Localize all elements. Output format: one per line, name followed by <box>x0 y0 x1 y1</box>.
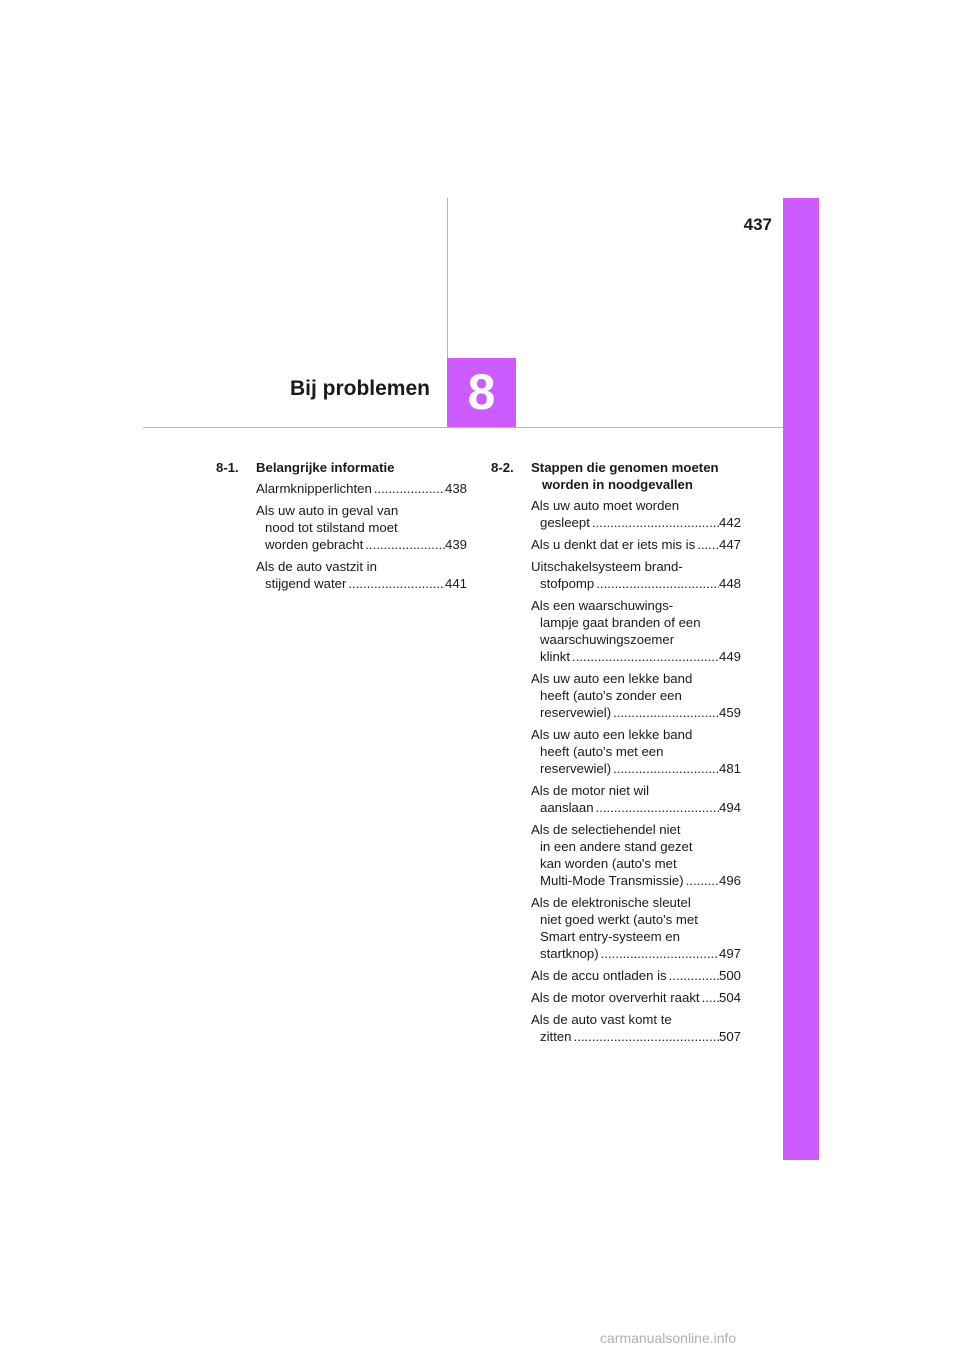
toc-entry-text: Als uw auto een lekke band <box>531 727 693 742</box>
toc-entry-last-line <box>531 575 741 592</box>
toc-leader-dots <box>700 989 719 1006</box>
toc-entry-text: niet goed werkt (auto's met <box>540 912 698 927</box>
toc-entry[interactable] <box>531 894 741 962</box>
toc-entry-page: 504 <box>718 990 741 1005</box>
toc-leader-dots <box>346 575 445 592</box>
toc-entry-text: nood tot stilstand moet <box>265 520 398 535</box>
toc-leader-dots <box>570 648 719 665</box>
toc-leader-dots <box>667 967 719 984</box>
toc-entry[interactable] <box>531 1011 741 1045</box>
toc-entry-page: 481 <box>718 761 741 776</box>
footer-watermark: carmanualsonline.info <box>600 1330 737 1346</box>
toc-entry-last-line <box>531 648 741 665</box>
toc-entry-text: waarschuwingszoemer <box>540 632 675 647</box>
toc-entry-text: worden gebracht <box>265 537 364 552</box>
toc-entry-page: 447 <box>718 537 741 552</box>
toc-entry-page: 496 <box>718 873 741 888</box>
toc-entry-text: Als de accu ontladen is <box>531 968 667 983</box>
toc-entry-page: 500 <box>718 968 741 983</box>
page-number: 437 <box>743 215 772 234</box>
chapter-vertical-rule <box>447 198 448 358</box>
toc-entry-text: Smart entry-systeem en <box>540 929 680 944</box>
toc-entry-text: Als de elektronische sleutel <box>531 895 691 910</box>
toc-column-right <box>491 459 741 1045</box>
toc-entry-text: Als u denkt dat er iets mis is <box>531 537 696 552</box>
toc-column-left <box>216 459 467 592</box>
toc-section-heading <box>216 459 467 476</box>
toc-entry-text: heeft (auto's met een <box>540 744 664 759</box>
chapter-title: Bij problemen <box>289 377 430 400</box>
toc-entry-last-line <box>531 945 741 962</box>
section-title: Belangrijke informatie <box>256 460 395 475</box>
toc-leader-dots <box>572 1028 719 1045</box>
toc-entry-text: zitten <box>540 1029 572 1044</box>
toc-entry-text: Als de motor niet wil <box>531 783 649 798</box>
toc-entry-last-line <box>256 480 467 497</box>
toc-entry-page: 507 <box>718 1029 741 1044</box>
toc-entry-page: 449 <box>718 649 741 664</box>
toc-entry-text: Als uw auto moet worden <box>531 498 680 513</box>
toc-entry-text: Als de auto vastzit in <box>256 559 377 574</box>
toc-entry-page: 497 <box>718 946 741 961</box>
toc-entry-text: Alarmknipperlichten <box>256 481 372 496</box>
toc-leader-dots <box>363 536 445 553</box>
toc-leader-dots <box>599 945 719 962</box>
chapter-number-box: 8 <box>447 358 516 427</box>
toc-entry[interactable] <box>531 536 741 553</box>
chapter-horizontal-rule <box>143 427 783 428</box>
toc-entry[interactable] <box>531 497 741 531</box>
toc-entry-text: reservewiel) <box>540 761 612 776</box>
toc-entry-text: in een andere stand gezet <box>540 839 693 854</box>
toc-leader-dots <box>611 760 719 777</box>
chapter-side-tab <box>783 198 819 1160</box>
toc-entry[interactable] <box>531 558 741 592</box>
section-number: 8-1. <box>216 460 239 475</box>
toc-entry-last-line <box>531 799 741 816</box>
toc-entry-page: 438 <box>444 481 467 496</box>
toc-entry-last-line <box>256 575 467 592</box>
toc-entry-page: 459 <box>718 705 741 720</box>
toc-entry[interactable] <box>531 726 741 777</box>
toc-entry-last-line <box>531 1028 741 1045</box>
toc-entry-text: Als de motor oververhit raakt <box>531 990 700 1005</box>
section-number: 8-2. <box>491 460 514 475</box>
toc-entry-last-line <box>531 514 741 531</box>
toc-leader-dots <box>594 575 719 592</box>
toc-entry-last-line <box>531 760 741 777</box>
toc-section-heading <box>491 459 741 493</box>
toc-entry-text: klinkt <box>540 649 571 664</box>
toc-entry-last-line <box>531 967 741 984</box>
toc-entry-page: 494 <box>718 800 741 815</box>
toc-entry-text: aanslaan <box>540 800 594 815</box>
toc-entry-last-line <box>531 872 741 889</box>
toc-entry-last-line <box>531 989 741 1006</box>
toc-entry-text: reservewiel) <box>540 705 612 720</box>
toc-entry-page: 441 <box>444 576 467 591</box>
toc-leader-dots <box>594 799 719 816</box>
toc-entry-last-line <box>256 536 467 553</box>
toc-entry-text: Uitschakelsysteem brand- <box>531 559 683 574</box>
toc-entry[interactable] <box>531 967 741 984</box>
toc-leader-dots <box>684 872 719 889</box>
toc-entry-text: Als de auto vast komt te <box>531 1012 672 1027</box>
toc-entry-text: stijgend water <box>265 576 347 591</box>
toc-entry-text: heeft (auto's zonder een <box>540 688 682 703</box>
toc-entry-text: lampje gaat branden of een <box>540 615 701 630</box>
toc-entry-text: Multi-Mode Transmissie) <box>540 873 684 888</box>
toc-entry-page: 448 <box>718 576 741 591</box>
toc-entry[interactable] <box>531 782 741 816</box>
toc-entry-text: startknop) <box>540 946 599 961</box>
toc-entry-text: Als uw auto een lekke band <box>531 671 693 686</box>
toc-leader-dots <box>695 536 719 553</box>
toc-entry[interactable] <box>531 989 741 1006</box>
toc-leader-dots <box>590 514 719 531</box>
toc-entry-page: 439 <box>444 537 467 552</box>
toc-entry[interactable] <box>531 670 741 721</box>
toc-leader-dots <box>611 704 719 721</box>
toc-entry-last-line <box>531 536 741 553</box>
toc-entry[interactable] <box>256 502 467 553</box>
toc-leader-dots <box>372 480 445 497</box>
toc-entry[interactable] <box>256 558 467 592</box>
toc-entry-text: stofpomp <box>540 576 595 591</box>
toc-entry[interactable] <box>531 597 741 665</box>
toc-entry-last-line <box>531 704 741 721</box>
toc-entry-text: Als de selectiehendel niet <box>531 822 681 837</box>
toc-entry[interactable] <box>256 480 467 497</box>
toc-entry-page: 442 <box>718 515 741 530</box>
section-title: Stappen die genomen moeten worden in noodgevallen <box>531 460 719 492</box>
toc-entry-text: kan worden (auto's met <box>540 856 677 871</box>
toc-entry-text: Als uw auto in geval van <box>256 503 399 518</box>
toc-entry[interactable] <box>531 821 741 889</box>
toc-entry-text: gesleept <box>540 515 590 530</box>
toc-entry-text: Als een waarschuwings- <box>531 598 674 613</box>
